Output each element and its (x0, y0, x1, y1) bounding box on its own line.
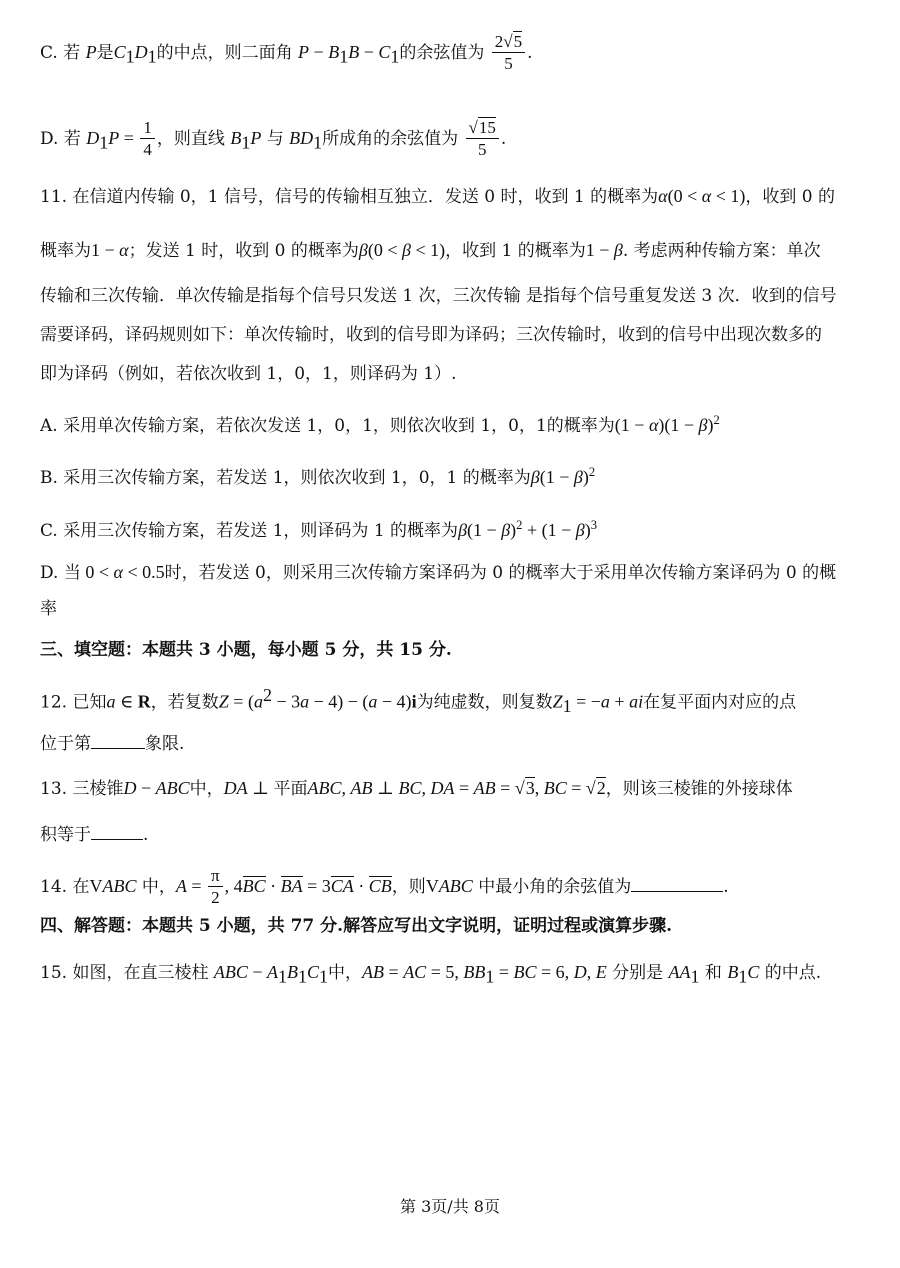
q15-line: 15. 如图，在直三棱柱 ABC − $A_1B_1C_1$中，AB = AC = 5, $BB_1$ = BC = 6, D, E 分别是 $AA_1$ 和 $B_1C$ 的中点. (40, 962, 822, 987)
q11-line-5: 即为译码（例如，若依次收到 1，0，1，则译码为 1）. (40, 364, 457, 384)
q10-option-c: C. 若 P是$C_1D_1$的中点，则二面角 $P - B_1B - C_1$的余弦值为 $\frac{2√5}{5}$ . (40, 32, 533, 73)
fraction-sqrt15-over-5: $\frac{√15}{5}$ (466, 118, 499, 161)
q11-option-c: C. 采用三次传输方案，若发送 1，则译码为 1 的概率为$\beta(1 - \beta)^2 + (1 - \beta)^3$ (40, 518, 598, 541)
q10-option-d: D. 若 $D_1P$ = $\frac{1}{4}$ ，则直线 $B_1P$ 与 $BD_1$所成角的余弦值为 $\frac{√15}{5}$ . (40, 118, 507, 159)
answer-blank-14[interactable] (631, 875, 723, 892)
q12-line-2: 位于第 象限. (40, 734, 185, 754)
q11-line-3: 传输和三次传输．单次传输是指每个信号只发送 1 次，三次传输 是指每个信号重复发送 3 次．收到的信号 (40, 286, 837, 306)
answer-blank-12[interactable] (91, 732, 145, 749)
q14-line: 14. 在VABC 中，A = $\frac{\pi}{2}$ , 4BC · BA = 3CA · CB，则VABC 中最小角的余弦值为 . (40, 866, 729, 907)
q11-line-4: 需要译码，译码规则如下：单次传输时，收到的信号即为译码；三次传输时，收到的信号中出现次数多的 (40, 325, 822, 345)
fraction-pi-over-2: $\frac{\pi}{2}$ (208, 866, 223, 909)
q11-option-b: B. 采用三次传输方案，若发送 1，则依次收到 1，0，1 的概率为$\beta(1 - \beta)^2$ (40, 465, 596, 488)
answer-blank-13[interactable] (91, 823, 143, 840)
q13-line-1: 13. 三棱锥D − ABC中，DA ⊥ 平面ABC, AB ⊥ BC, DA = AB = √3, BC = √2，则该三棱锥的外接球体 (40, 778, 793, 799)
fraction-one-quarter: $\frac{1}{4}$ (140, 118, 155, 161)
page-footer: 第 3页/共 8页 (400, 1197, 500, 1216)
fraction-2sqrt5-over-5: $\frac{2√5}{5}$ (492, 32, 525, 75)
q11-line-2: 概率为1 − α；发送 1 时，收到 0 的概率为β(0 < β < 1)，收到 1 的概率为1 − β. 考虑两种传输方案：单次 (40, 240, 821, 261)
q11-line-1: 11. 在信道内传输 0，1 信号，信号的传输相互独立．发送 0 时，收到 1 的概率为α(0 < α < 1)，收到 0 的 (40, 186, 835, 207)
q11-option-d-cont: 率 (40, 599, 57, 619)
section-3-heading: 三、填空题：本题共 3 小题，每小题 5 分，共 15 分. (40, 640, 452, 660)
q13-line-2: 积等于 . (40, 825, 149, 845)
q12-line-1: 12. 已知a ∈ R，若复数$Z = (a^2 - 3a - 4) - (a - 4)i$为纯虚数，则复数$Z_1 = -a$ + ai在复平面内对应的点 (40, 685, 797, 717)
q11-option-d: D. 当 0 < α < 0.5时，若发送 0，则采用三次传输方案译码为 0 的概率大于采用单次传输方案译码为 0 的概 (40, 562, 837, 583)
section-4-heading: 四、解答题：本题共 5 小题，共 77 分.解答应写出文字说明，证明过程或演算步骤. (40, 916, 672, 936)
q11-option-a: A. 采用单次传输方案，若依次发送 1，0，1，则依次收到 1，0，1的概率为$(1 - \alpha)(1 - \beta)^2$ (40, 413, 720, 436)
